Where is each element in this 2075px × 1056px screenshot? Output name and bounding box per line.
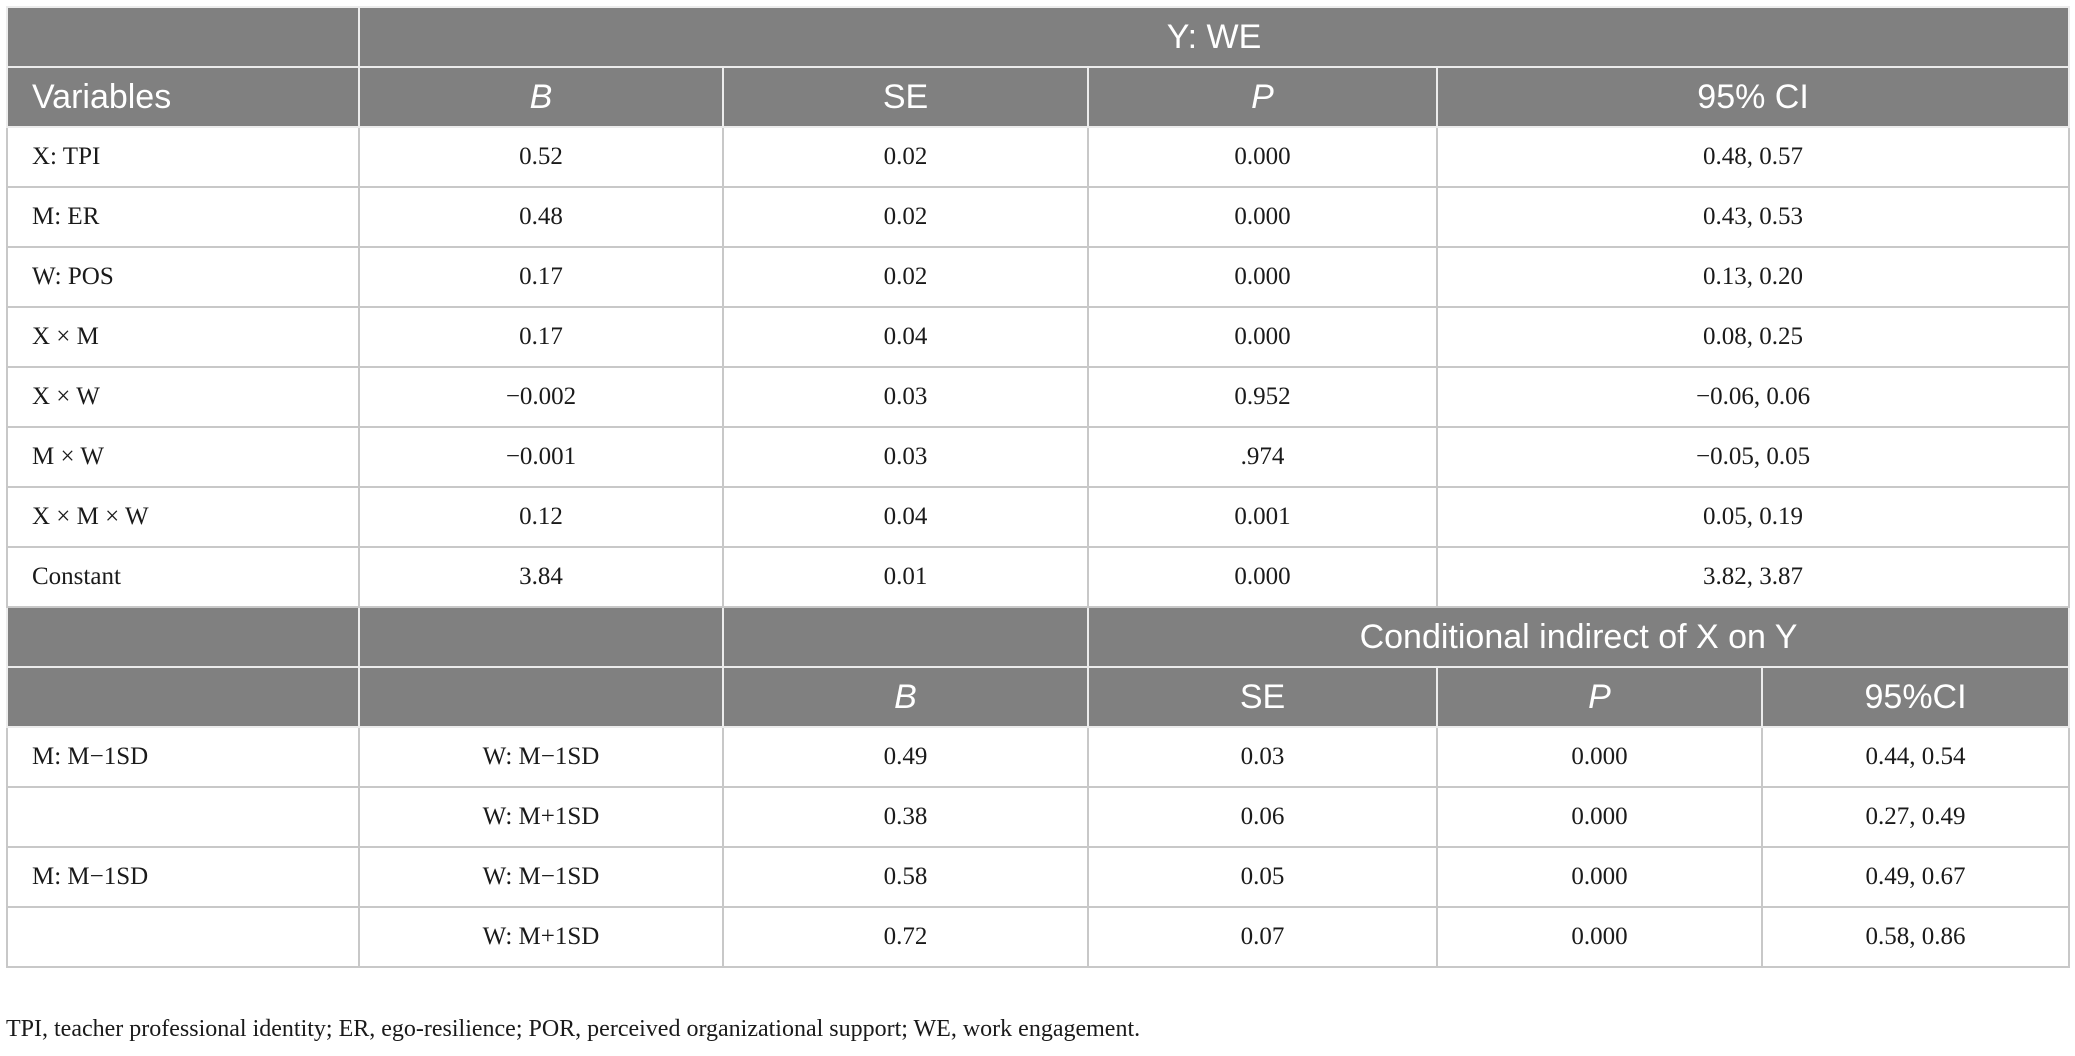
header-se: SE xyxy=(1088,667,1437,727)
m-level-cell: M: M−1SD xyxy=(7,847,359,907)
se-cell: 0.04 xyxy=(723,307,1088,367)
w-level-cell: W: M+1SD xyxy=(359,787,723,847)
p-cell: 0.000 xyxy=(1437,787,1762,847)
se-cell: 0.01 xyxy=(723,547,1088,607)
p-cell: 0.000 xyxy=(1437,847,1762,907)
group2-title: Conditional indirect of X on Y xyxy=(1088,607,2069,667)
b-cell: 0.17 xyxy=(359,307,723,367)
b-cell: 0.17 xyxy=(359,247,723,307)
ci-cell: 3.82, 3.87 xyxy=(1437,547,2069,607)
m-level-cell xyxy=(7,907,359,967)
se-cell: 0.05 xyxy=(1088,847,1437,907)
header-b: B xyxy=(359,67,723,127)
table-row xyxy=(7,427,2069,487)
variable-cell: X: TPI xyxy=(7,127,359,187)
p-cell: 0.000 xyxy=(1088,187,1437,247)
header-variables: Variables xyxy=(7,67,359,127)
p-cell: 0.000 xyxy=(1088,547,1437,607)
variable-cell: W: POS xyxy=(7,247,359,307)
header-empty-cell xyxy=(7,667,359,727)
b-cell: −0.001 xyxy=(359,427,723,487)
ci-cell: 0.48, 0.57 xyxy=(1437,127,2069,187)
group2-title-row xyxy=(7,607,2069,667)
table-row xyxy=(7,787,2069,847)
se-cell: 0.02 xyxy=(723,247,1088,307)
b-cell: 0.48 xyxy=(359,187,723,247)
b-cell: 0.52 xyxy=(359,127,723,187)
variable-cell: X × M × W xyxy=(7,487,359,547)
table-row xyxy=(7,187,2069,247)
b-cell: 0.49 xyxy=(723,727,1088,787)
table-row xyxy=(7,487,2069,547)
group1-title-row xyxy=(7,7,2069,67)
ci-cell: 0.05, 0.19 xyxy=(1437,487,2069,547)
ci-cell: −0.05, 0.05 xyxy=(1437,427,2069,487)
table-footnote: TPI, teacher professional identity; ER, ego-resilience; POR, perceived organizational support; WE, work engagement. xyxy=(6,1016,1141,1042)
ci-cell: 0.58, 0.86 xyxy=(1762,907,2069,967)
b-cell: 0.72 xyxy=(723,907,1088,967)
variable-cell: M × W xyxy=(7,427,359,487)
header-empty-cell xyxy=(723,607,1088,667)
se-cell: 0.06 xyxy=(1088,787,1437,847)
p-cell: 0.000 xyxy=(1088,127,1437,187)
se-cell: 0.04 xyxy=(723,487,1088,547)
table-row xyxy=(7,847,2069,907)
m-level-cell: M: M−1SD xyxy=(7,727,359,787)
ci-cell: 0.27, 0.49 xyxy=(1762,787,2069,847)
w-level-cell: W: M−1SD xyxy=(359,847,723,907)
table-row xyxy=(7,547,2069,607)
table-row xyxy=(7,907,2069,967)
p-cell: 0.000 xyxy=(1437,727,1762,787)
table-row xyxy=(7,367,2069,427)
ci-cell: 0.49, 0.67 xyxy=(1762,847,2069,907)
b-cell: 0.12 xyxy=(359,487,723,547)
ci-cell: 0.43, 0.53 xyxy=(1437,187,2069,247)
b-cell: 0.58 xyxy=(723,847,1088,907)
p-cell: 0.000 xyxy=(1088,247,1437,307)
p-cell: 0.000 xyxy=(1437,907,1762,967)
regression-table xyxy=(6,6,2070,968)
b-cell: 3.84 xyxy=(359,547,723,607)
variable-cell: X × M xyxy=(7,307,359,367)
table-row xyxy=(7,247,2069,307)
header-empty-cell xyxy=(359,607,723,667)
table-row xyxy=(7,127,2069,187)
variable-cell: X × W xyxy=(7,367,359,427)
b-cell: 0.38 xyxy=(723,787,1088,847)
se-cell: 0.03 xyxy=(723,367,1088,427)
se-cell: 0.02 xyxy=(723,127,1088,187)
header-b: B xyxy=(723,667,1088,727)
p-cell: 0.001 xyxy=(1088,487,1437,547)
ci-cell: 0.44, 0.54 xyxy=(1762,727,2069,787)
header-ci: 95% CI xyxy=(1437,67,2069,127)
table-row xyxy=(7,307,2069,367)
group2-header-row xyxy=(7,667,2069,727)
w-level-cell: W: M−1SD xyxy=(359,727,723,787)
p-cell: .974 xyxy=(1088,427,1437,487)
p-cell: 0.952 xyxy=(1088,367,1437,427)
header-empty-cell xyxy=(7,7,359,67)
m-level-cell xyxy=(7,787,359,847)
se-cell: 0.07 xyxy=(1088,907,1437,967)
group1-title: Y: WE xyxy=(359,7,2069,67)
w-level-cell: W: M+1SD xyxy=(359,907,723,967)
header-se: SE xyxy=(723,67,1088,127)
header-ci: 95%CI xyxy=(1762,667,2069,727)
ci-cell: 0.13, 0.20 xyxy=(1437,247,2069,307)
p-cell: 0.000 xyxy=(1088,307,1437,367)
header-p: P xyxy=(1088,67,1437,127)
ci-cell: 0.08, 0.25 xyxy=(1437,307,2069,367)
variable-cell: Constant xyxy=(7,547,359,607)
header-empty-cell xyxy=(7,607,359,667)
group1-header-row xyxy=(7,67,2069,127)
header-p: P xyxy=(1437,667,1762,727)
table-row xyxy=(7,727,2069,787)
variable-cell: M: ER xyxy=(7,187,359,247)
se-cell: 0.02 xyxy=(723,187,1088,247)
se-cell: 0.03 xyxy=(723,427,1088,487)
ci-cell: −0.06, 0.06 xyxy=(1437,367,2069,427)
header-empty-cell xyxy=(359,667,723,727)
b-cell: −0.002 xyxy=(359,367,723,427)
se-cell: 0.03 xyxy=(1088,727,1437,787)
